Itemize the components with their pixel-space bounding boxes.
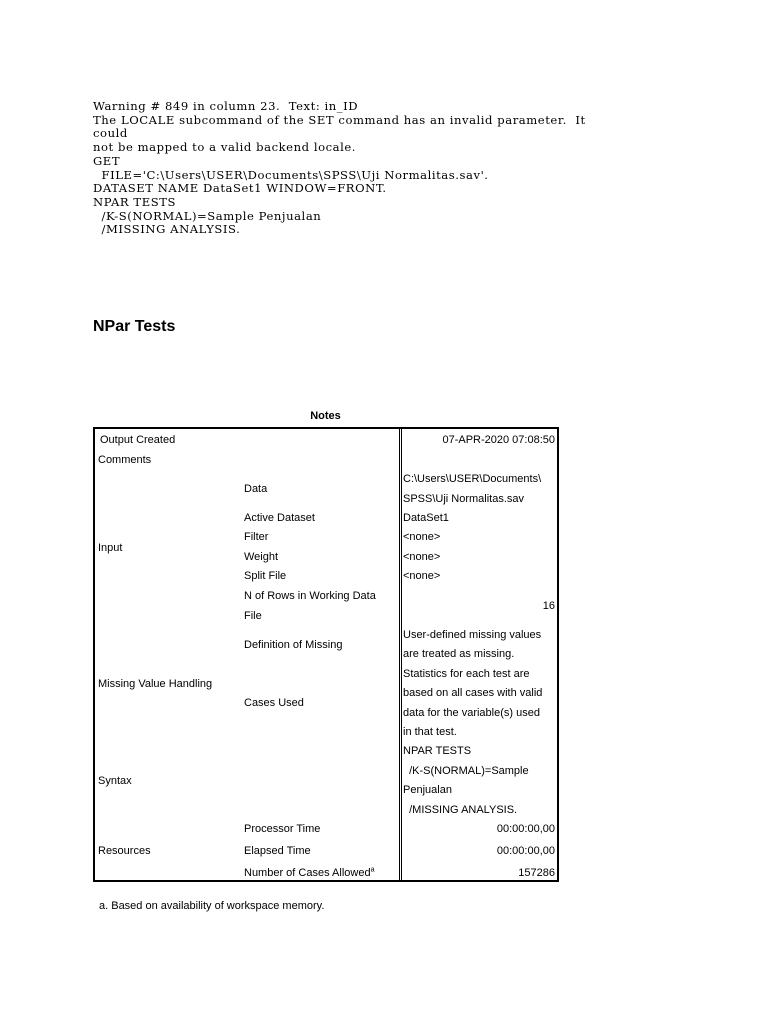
weight-value: <none> xyxy=(403,551,441,563)
n-rows-label-line-1: N of Rows in Working Data xyxy=(244,590,376,602)
n-rows-label-line-2: File xyxy=(244,610,262,622)
footnote-marker: a xyxy=(370,866,375,874)
cases-used-label: Cases Used xyxy=(244,697,304,709)
output-created-value: 07-APR-2020 07:08:50 xyxy=(442,434,555,446)
cases-used-value-line-3: data for the variable(s) used xyxy=(403,707,540,719)
active-dataset-label: Active Dataset xyxy=(244,512,315,524)
notes-table xyxy=(93,427,559,882)
active-dataset-value: DataSet1 xyxy=(403,512,449,524)
syntax-line: NPAR TESTS xyxy=(93,194,176,209)
syntax-line: FILE='C:\Users\USER\Documents\SPSS\Uji Normalitas.sav'. xyxy=(93,167,489,182)
cases-used-value-line-1: Statistics for each test are xyxy=(403,668,530,680)
weight-label: Weight xyxy=(244,551,279,563)
cases-used-value-line-4: in that test. xyxy=(403,726,457,738)
syntax-line: The LOCALE subcommand of the SET command has an invalid parameter. It xyxy=(93,112,586,127)
output-created-label: Output Created xyxy=(100,434,176,446)
syntax-line: DATASET NAME DataSet1 WINDOW=FRONT. xyxy=(93,181,387,196)
data-label: Data xyxy=(244,483,268,495)
syntax-line: not be mapped to a valid backend locale. xyxy=(93,140,357,155)
cases-used-value-line-2: based on all cases with valid xyxy=(403,687,543,699)
cases-allowed-value: 157286 xyxy=(518,867,555,879)
resources-label: Resources xyxy=(98,845,151,857)
definition-of-missing-value-line-2: are treated as missing. xyxy=(403,648,515,660)
syntax-value-line-3: Penjualan xyxy=(403,784,452,796)
syntax-line: Warning # 849 in column 23. Text: in_ID xyxy=(93,99,359,113)
section-title: NPar Tests xyxy=(93,318,176,335)
syntax-line: /MISSING ANALYSIS. xyxy=(93,222,241,237)
data-value-line-2: SPSS\Uji Normalitas.sav xyxy=(403,493,525,505)
split-file-label: Split File xyxy=(244,570,287,582)
split-file-value: <none> xyxy=(403,570,441,582)
missing-value-handling-label: Missing Value Handling xyxy=(98,678,213,690)
syntax-line: /K-S(NORMAL)=Sample Penjualan xyxy=(93,208,322,223)
comments-label: Comments xyxy=(98,454,152,466)
elapsed-time-value: 00:00:00,00 xyxy=(496,845,555,857)
elapsed-time-label: Elapsed Time xyxy=(244,845,311,857)
filter-value: <none> xyxy=(403,531,441,543)
processor-time-value: 00:00:00,00 xyxy=(496,823,555,835)
syntax-line: could xyxy=(93,126,128,141)
cases-allowed-label xyxy=(244,864,374,884)
definition-of-missing-label: Definition of Missing xyxy=(244,639,343,651)
data-value-line-1: C:\Users\USER\Documents\ xyxy=(403,473,542,485)
processor-time-label: Processor Time xyxy=(244,823,321,835)
definition-of-missing-value-line-1: User-defined missing values xyxy=(403,629,542,641)
notes-table-title: Notes xyxy=(310,410,341,422)
footnote: a. Based on availability of workspace memory. xyxy=(99,900,325,912)
syntax-log xyxy=(93,100,653,237)
cases-allowed-label-text: Number of Cases Allowed xyxy=(244,867,371,879)
syntax-label: Syntax xyxy=(98,775,132,787)
syntax-line: GET xyxy=(93,153,121,168)
input-label: Input xyxy=(98,542,123,554)
column-divider xyxy=(399,429,402,880)
syntax-value-line-4: /MISSING ANALYSIS. xyxy=(403,804,518,816)
syntax-value-line-1: NPAR TESTS xyxy=(403,745,472,757)
syntax-value-line-2: /K-S(NORMAL)=Sample xyxy=(403,765,529,777)
filter-label: Filter xyxy=(244,531,269,543)
n-rows-value: 16 xyxy=(542,600,555,612)
